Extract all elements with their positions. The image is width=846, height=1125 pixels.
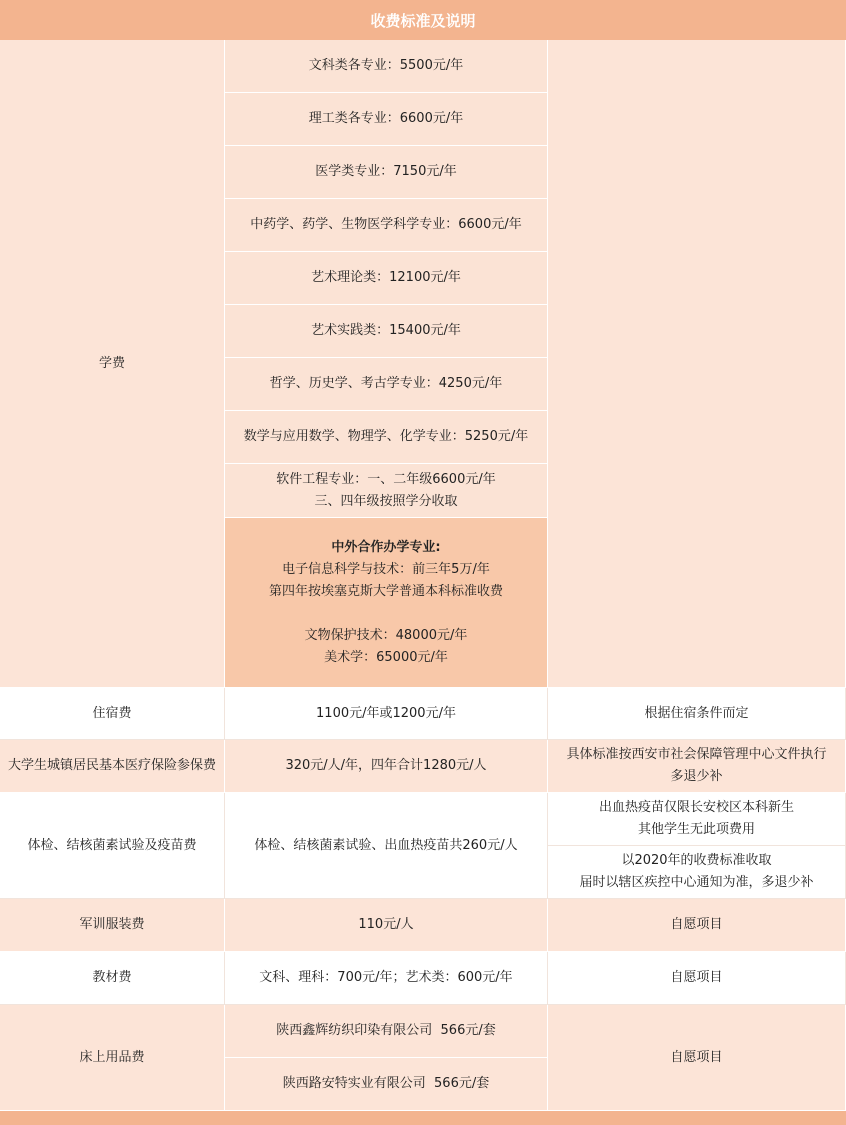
medical-note-cell-2 bbox=[548, 846, 846, 899]
tuition-item bbox=[225, 305, 548, 358]
books-value: 文科、理科：700元/年；艺术类：600元/年 bbox=[259, 970, 513, 985]
tuition-note-cell bbox=[548, 40, 846, 688]
medical-label: 体检、结核菌素试验及疫苗费 bbox=[27, 837, 197, 853]
coop-title: 中外合作办学专业: bbox=[331, 539, 441, 555]
tuition-label-cell bbox=[0, 40, 225, 688]
bedding-note-cell bbox=[548, 1005, 846, 1111]
coop-line-3: 文物保护技术：48000元/年 bbox=[304, 627, 468, 643]
medical-note-cell-1 bbox=[548, 793, 846, 846]
housing-note-cell bbox=[548, 688, 846, 740]
uniform-value: 110元/人 bbox=[358, 917, 414, 932]
medical-label-cell bbox=[0, 793, 225, 899]
housing-note: 根据住宿条件而定 bbox=[644, 705, 749, 721]
uniform-label: 军训服装费 bbox=[79, 917, 145, 932]
books-label-cell bbox=[0, 952, 225, 1005]
insurance-label-cell bbox=[0, 740, 225, 793]
coop-line-4: 美术学：65000元/年 bbox=[324, 649, 448, 665]
tuition-item bbox=[225, 93, 548, 146]
insurance-value: 320元/人/年，四年合计1280元/人 bbox=[285, 758, 487, 773]
medical-note-2-line-1: 以2020年的收费标准收取 bbox=[621, 853, 772, 868]
tuition-item-text: 中药学、药学、生物医学科学专业：6600元/年 bbox=[250, 217, 522, 232]
insurance-note-cell bbox=[548, 740, 846, 793]
coop-line-1: 电子信息科学与技术：前三年5万/年 bbox=[282, 561, 490, 577]
medical-value-cell bbox=[225, 793, 548, 899]
bedding-value-2: 陕西路安特实业有限公司 566元/套 bbox=[282, 1076, 490, 1091]
table-footer-bar bbox=[0, 1111, 846, 1125]
bedding-label: 床上用品费 bbox=[79, 1049, 145, 1065]
medical-value: 体检、结核菌素试验、出血热疫苗共260元/人 bbox=[254, 837, 518, 853]
tuition-label: 学费 bbox=[98, 355, 125, 371]
coop-line-2: 第四年按埃塞克斯大学普通本科标准收费 bbox=[268, 583, 503, 599]
tuition-item bbox=[225, 146, 548, 199]
tuition-item bbox=[225, 252, 548, 305]
housing-label: 住宿费 bbox=[92, 705, 132, 721]
tuition-item bbox=[225, 199, 548, 252]
tuition-item-coop bbox=[225, 518, 548, 688]
tuition-item bbox=[225, 40, 548, 93]
bedding-value-cell-2 bbox=[225, 1058, 548, 1111]
insurance-value-cell bbox=[225, 740, 548, 793]
tuition-item-software bbox=[225, 464, 548, 518]
books-note: 自愿项目 bbox=[670, 970, 723, 985]
books-value-cell bbox=[225, 952, 548, 1005]
uniform-note-cell bbox=[548, 899, 846, 952]
tuition-item-text: 理工类各专业：6600元/年 bbox=[308, 111, 464, 126]
insurance-label: 大学生城镇居民基本医疗保险参保费 bbox=[7, 758, 216, 773]
software-line-1: 软件工程专业：一、二年级6600元/年 bbox=[276, 471, 496, 487]
housing-label-cell bbox=[0, 688, 225, 740]
tuition-item-text: 哲学、历史学、考古学专业：4250元/年 bbox=[269, 376, 503, 391]
tuition-item bbox=[225, 358, 548, 411]
tuition-item-text: 艺术实践类：15400元/年 bbox=[311, 323, 461, 338]
uniform-note: 自愿项目 bbox=[670, 917, 723, 932]
uniform-label-cell bbox=[0, 899, 225, 952]
housing-value: 1100元/年或1200元/年 bbox=[316, 705, 456, 721]
medical-note-1-line-2: 其他学生无此项费用 bbox=[637, 822, 755, 837]
tuition-item-text: 医学类专业：7150元/年 bbox=[315, 164, 457, 179]
tuition-item-text: 数学与应用数学、物理学、化学专业：5250元/年 bbox=[243, 429, 529, 444]
housing-value-cell bbox=[225, 688, 548, 740]
bedding-value-cell-1 bbox=[225, 1005, 548, 1058]
insurance-note-line-2: 多退少补 bbox=[670, 769, 723, 784]
bedding-label-cell bbox=[0, 1005, 225, 1111]
books-label: 教材费 bbox=[92, 970, 132, 985]
tuition-item-text: 艺术理论类：12100元/年 bbox=[311, 270, 461, 285]
tuition-item-text: 文科类各专业：5500元/年 bbox=[308, 58, 464, 73]
medical-note-2-line-2: 届时以辖区疾控中心通知为准，多退少补 bbox=[579, 875, 814, 890]
medical-note-1-line-1: 出血热疫苗仅限长安校区本科新生 bbox=[598, 800, 794, 815]
tuition-item bbox=[225, 411, 548, 464]
software-line-2: 三、四年级按照学分收取 bbox=[314, 493, 458, 509]
books-note-cell bbox=[548, 952, 846, 1005]
insurance-note-line-1: 具体标准按西安市社会保障管理中心文件执行 bbox=[566, 747, 827, 762]
uniform-value-cell bbox=[225, 899, 548, 952]
table-title: 收费标准及说明 bbox=[0, 0, 846, 41]
bedding-note: 自愿项目 bbox=[670, 1049, 723, 1065]
bedding-value-1: 陕西鑫辉纺织印染有限公司 566元/套 bbox=[276, 1023, 496, 1038]
